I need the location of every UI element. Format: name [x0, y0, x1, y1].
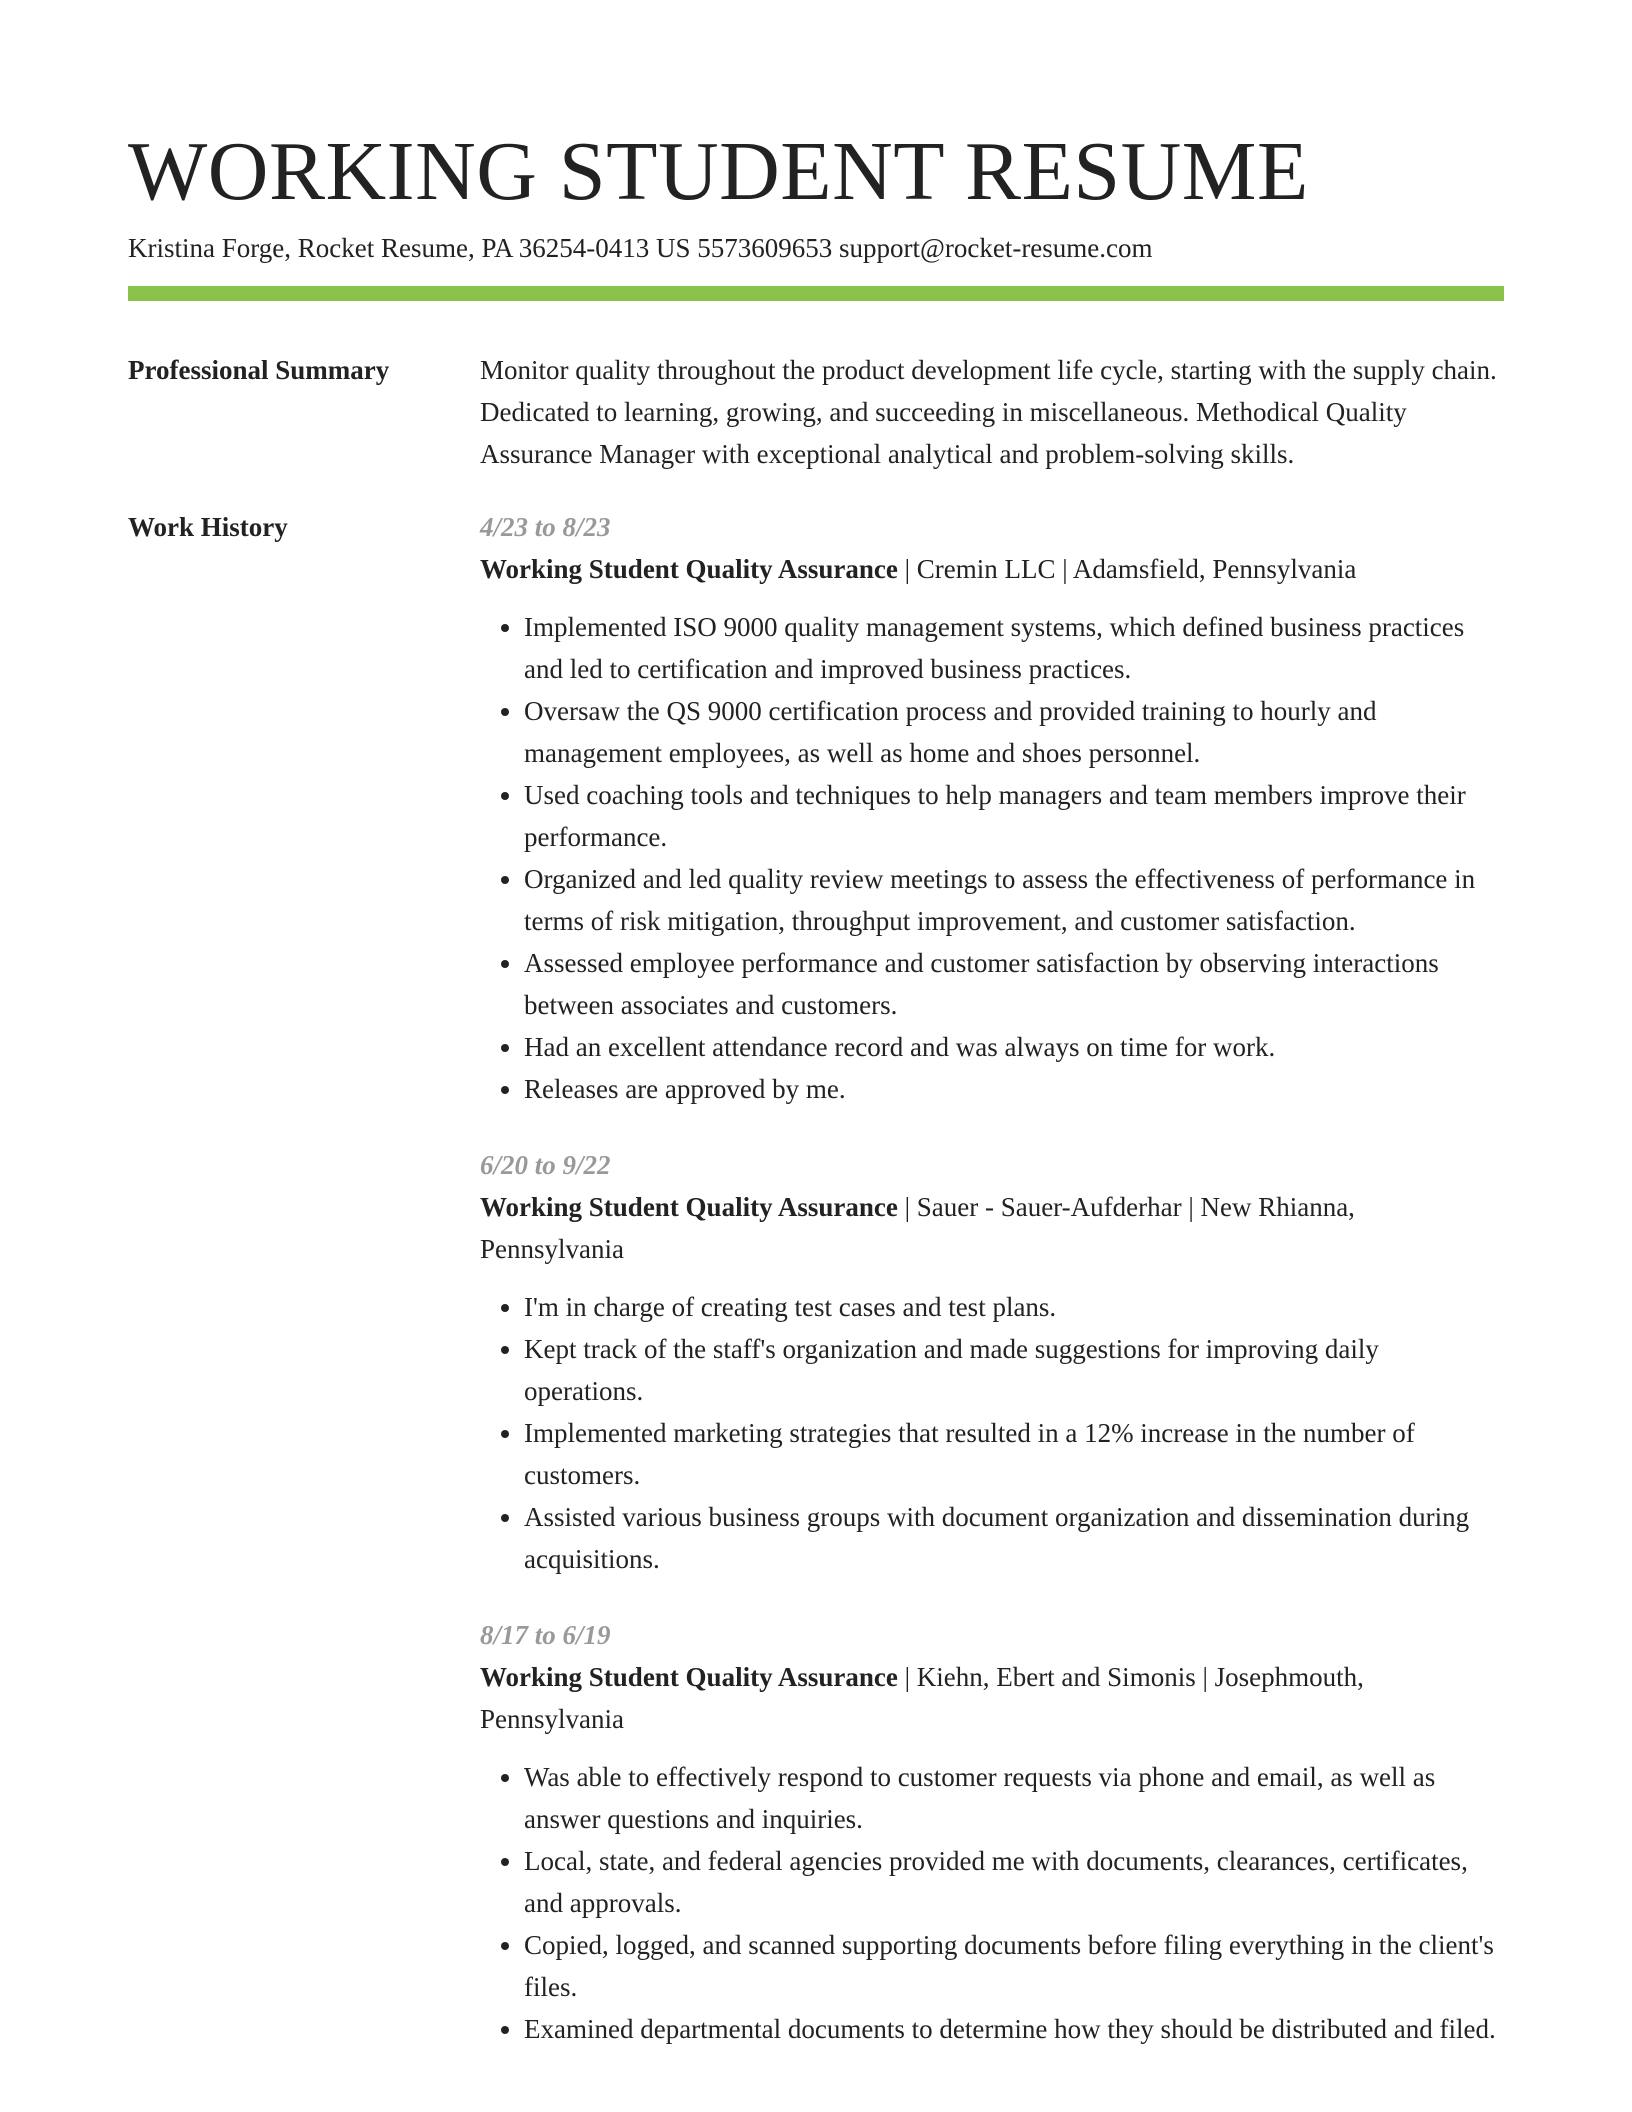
job-dates: 6/20 to 9/22	[480, 1150, 611, 1180]
job-heading	[480, 548, 1504, 590]
list-item: • Implemented ISO 9000 quality management systems, which defined business practices and led to certification and improved business practices.	[524, 606, 1504, 690]
summary-label: Professional Summary	[128, 355, 390, 385]
summary-section	[480, 349, 1504, 475]
job-role: Working Student Quality Assurance	[480, 554, 898, 584]
list-item: • Copied, logged, and scanned supporting documents before filing everything in the client's files.	[524, 1924, 1504, 2008]
job-details: | Sauer - Sauer-Aufderhar | New Rhianna, Pennsylvania	[480, 1192, 1355, 1264]
list-item: • Releases are approved by me.	[524, 1068, 1504, 1110]
job-entry	[480, 506, 1504, 1110]
list-item: • Examined departmental documents to determine how they should be distributed and filed.	[524, 2008, 1504, 2050]
list-item: • Assessed employee performance and customer satisfaction by observing interactions between associates and customers.	[524, 942, 1504, 1026]
job-entry	[480, 1614, 1504, 2050]
list-item: • I'm in charge of creating test cases and test plans.	[524, 1286, 1504, 1328]
resume-title: WORKING STUDENT RESUME	[128, 125, 1309, 218]
job-heading	[480, 1186, 1504, 1270]
summary-text: Monitor quality throughout the product development life cycle, starting with the supply chain. Dedicated to learning, growing, and succeeding in miscellaneous. Methodical Quality Assurance Manager with exceptional analytical and problem-solving skills.	[480, 355, 1497, 469]
job-bullets	[480, 606, 1504, 1110]
list-item: • Local, state, and federal agencies provided me with documents, clearances, certificates, and approvals.	[524, 1840, 1504, 1924]
job-bullets	[480, 1756, 1504, 2050]
list-item: • Was able to effectively respond to customer requests via phone and email, as well as answer questions and inquiries.	[524, 1756, 1504, 1840]
list-item: • Used coaching tools and techniques to help managers and team members improve their performance.	[524, 774, 1504, 858]
list-item: • Implemented marketing strategies that resulted in a 12% increase in the number of customers.	[524, 1412, 1504, 1496]
list-item: • Had an excellent attendance record and was always on time for work.	[524, 1026, 1504, 1068]
job-bullets	[480, 1286, 1504, 1580]
list-item: • Oversaw the QS 9000 certification process and provided training to hourly and management employees, as well as home and shoes personnel.	[524, 690, 1504, 774]
job-dates: 4/23 to 8/23	[480, 512, 611, 542]
list-item: • Kept track of the staff's organization and made suggestions for improving daily operations.	[524, 1328, 1504, 1412]
job-entry	[480, 1144, 1504, 1580]
work-history-label: Work History	[128, 512, 288, 542]
list-item: • Organized and led quality review meetings to assess the effectiveness of performance in terms of risk mitigation, throughput improvement, and customer satisfaction.	[524, 858, 1504, 942]
job-heading	[480, 1656, 1504, 1740]
job-role: Working Student Quality Assurance	[480, 1192, 898, 1222]
list-item: • Assisted various business groups with document organization and dissemination during acquisitions.	[524, 1496, 1504, 1580]
job-details: | Cremin LLC | Adamsfield, Pennsylvania	[897, 554, 1357, 584]
job-role: Working Student Quality Assurance	[480, 1662, 898, 1692]
work-history-section	[480, 506, 1504, 2084]
header-divider	[128, 286, 1504, 301]
job-dates: 8/17 to 6/19	[480, 1620, 611, 1650]
contact-line: Kristina Forge, Rocket Resume, PA 36254-0413 US 5573609653 support@rocket-resume.com	[128, 233, 1153, 263]
job-details: | Kiehn, Ebert and Simonis | Josephmouth, Pennsylvania	[480, 1662, 1364, 1734]
